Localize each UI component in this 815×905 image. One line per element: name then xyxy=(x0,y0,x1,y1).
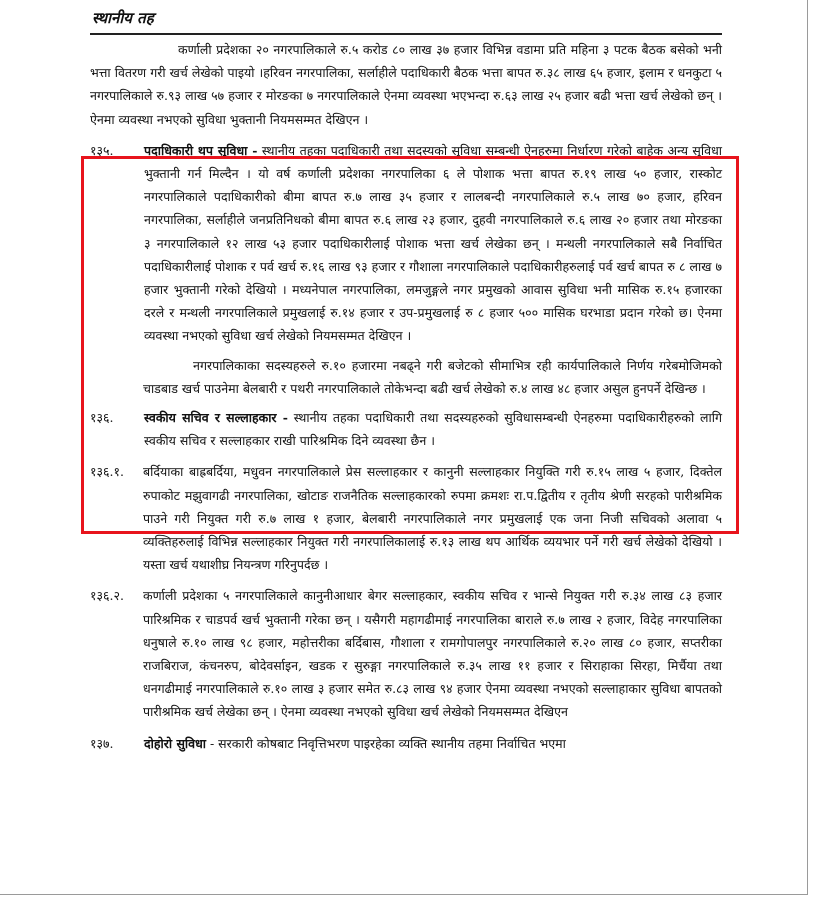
item-number: १३६. xyxy=(90,410,114,426)
item-137 xyxy=(90,732,722,755)
section-header-title: स्थानीय तह xyxy=(92,9,154,27)
item-number: १३६.२. xyxy=(90,588,124,604)
item-number: १३५. xyxy=(90,142,114,158)
item-text: स्थानीय तहका पदाधिकारी तथा सदस्यको सुविधा सम्बन्धी ऐनहरुमा निर्धारण गरेको बाहेक अन्य सुविधा भुक्तानी गर्न मिल्दैन । यो वर्ष कर्णाली प्रदेशका नगरपालिका ६ ले पोशाक भत्ता बापत रु.१९ लाख ५० हजार, रास्कोट नगरपालिकाले पदाधिकारीको बीमा बापत रु.७ लाख ३५ हजार र लालबन्दी नगरपालिकाले रु.५ लाख ७० हजार, हरिवन नगरपालिका, सर्लाहीले जनप्रतिनिधको बीमा बापत रु.६ लाख २३ हजार, दुहवी नगरपालिकाले रु.६ लाख २० हजार तथा मोरङका ३ नगरपालिकाले १२ लाख ५३ हजार पदाधिकारीलाई पोशाक भत्ता खर्च लेखेका छन् । मन्थली नगरपालिकाले सबै निर्वाचित पदाधिकारीलाई पोशाक र पर्व खर्च रु.१६ लाख ९३ हजार र गौशाला नगरपालिकाले पदाधिकारीहरुलाई पर्व खर्च बापत रु ८ लाख ७ हजार भुक्तानी गरेको देखियो । मध्यनेपाल नगरपालिका, लमजुङ्गले नगर प्रमुखको आवास सुविधा भनी मासिक रु.१५ हजारका दरले र मन्थली नगरपालिकाले प्रमुखलाई रु.१४ हजार र उप-प्रमुखलाई रु ८ हजार ५०० मासिक घरभाडा प्रदान गरेको छ। ऐनमा व्यवस्था नभएको सुविधा खर्च लेखेको नियमसम्मत देखिएन । xyxy=(144,142,722,344)
item-heading: पदाधिकारी थप सुविधा - xyxy=(144,142,258,158)
item-text: कर्णाली प्रदेशका ५ नगरपालिकाले कानुनीआधार बेगर सल्लाहकार, स्वकीय सचिव र भान्से नियुक्त गरी रु.३४ लाख ८३ हजार पारिश्रमिक र चाडपर्व खर्च भुक्तानी गरेका छन् । यसैगरी महागढीमाई नगरपालिका बाराले रु.७ लाख २ हजार, विदेह नगरपालिका धनुषाले रु.१० लाख ९८ हजार, महोत्तरीका बर्दिबास, गौशाला र रामगोपालपुर नगरपालिकाले रु.२० लाख ८० हजार, सप्तरीका राजबिराज, कंचनरुप, बोदेवर्साइन, खडक र सुरुङ्गा नगरपालिकाले रु.३५ लाख ११ हजार र सिराहाका सिरहा, मिर्चैया तथा धनगढीमाई नगरपालिकाले रु.१० लाख ३ हजार समेत रु.८३ लाख ९४ हजार ऐनमा व्यवस्था नभएको सल्लाहाकार सुविधा बापतको पारीश्रमिक खर्च लेखेका छन् । ऐनमा व्यवस्था नभएको सुविधा खर्च लेखेको नियमसम्मत देखिएन xyxy=(143,588,722,720)
item-heading: स्वकीय सचिव र सल्लाहकार - xyxy=(144,410,288,426)
header-rule xyxy=(90,33,722,35)
item-number: १३७. xyxy=(90,735,114,751)
item-heading: दोहोरो सुविधा xyxy=(144,735,207,751)
highlight-box xyxy=(81,156,739,534)
intro-paragraph: कर्णाली प्रदेशका २० नगरपालिकाले रु.५ करोड ८० लाख ३७ हजार विभिन्न वडामा प्रति महिना ३ पटक बैठक बसेको भनी भत्ता वितरण गरी खर्च लेखेको पाइयो ।हरिवन नगरपालिका, सर्लाहीले पदाधिकारी बैठक भत्ता बापत रु.३८ लाख ६५ हजार, इलाम र धनकुटा ५ नगरपालिकाले रु.९३ लाख ५७ हजार र मोरङका ७ नगरपालिकाले ऐनमा व्यवस्था भएभन्दा रु.६३ लाख २५ हजार बढी भत्ता खर्च लेखेको छन् । ऐनमा व्यवस्था नभएको सुविधा भुक्तानी नियमसम्मत देखिएन । xyxy=(90,42,722,127)
item-number: १३६.१. xyxy=(90,464,124,480)
item-text: बर्दियाका बाह्रबर्दिया, मधुवन नगरपालिकाले प्रेस सल्लाहकार र कानुनी सल्लाहकार नियुक्ति गरी रु.१५ लाख ५ हजार, दिक्तेल रुपाकोट मझुवागढी नगरपालिका, खोटाङ राजनैतिक सल्लाहकारको रुपमा क्रमशः रा.प.द्वितीय र तृतीय श्रेणी सरहको पारीश्रमिक पाउने गरी नियुक्त गरी रु.७ लाख १ हजार, बेलबारी नगरपालिकाले नगर प्रमुखलाई एक जना निजी सचिवको अलावा ५ व्यक्तिहरुलाई विभिन्न सल्लाहकार नियुक्त गरी नगरपालिकालाई रु.१३ लाख थप आर्थिक व्ययभार पर्ने गरी खर्च लेखेको देखियो । यस्ता खर्च यथाशीघ्र नियन्त्रण गरिनुपर्दछ । xyxy=(143,464,722,573)
item-text: स्थानीय तहका पदाधिकारी तथा सदस्यहरुको सुविधासम्बन्धी ऐनहरुमा पदाधिकारीहरुको लागि स्वकीय सचिव र सल्लाहकार राखी पारिश्रमिक दिने व्यवस्था छैन । xyxy=(144,410,723,449)
item-135-para-2: नगरपालिकाका सदस्यहरुले रु.१० हजारमा नबढ्ने गरी बजेटको सीमाभित्र रही कार्यपालिकाले निर्णय गरेबमोजिमको चाडबाड खर्च पाउनेमा बेलबारी र पथरी नगरपालिकाले तोकेभन्दा बढी खर्च लेखेको रु.४ लाख ४८ हजार असुल हुनपर्ने देखिन्छ । xyxy=(143,357,722,396)
item-text: - सरकारी कोषबाट निवृत्तिभरण पाइरहेका व्यक्ति स्थानीय तहमा निर्वाचित भएमा xyxy=(206,735,566,751)
item-136-2 xyxy=(90,584,722,723)
